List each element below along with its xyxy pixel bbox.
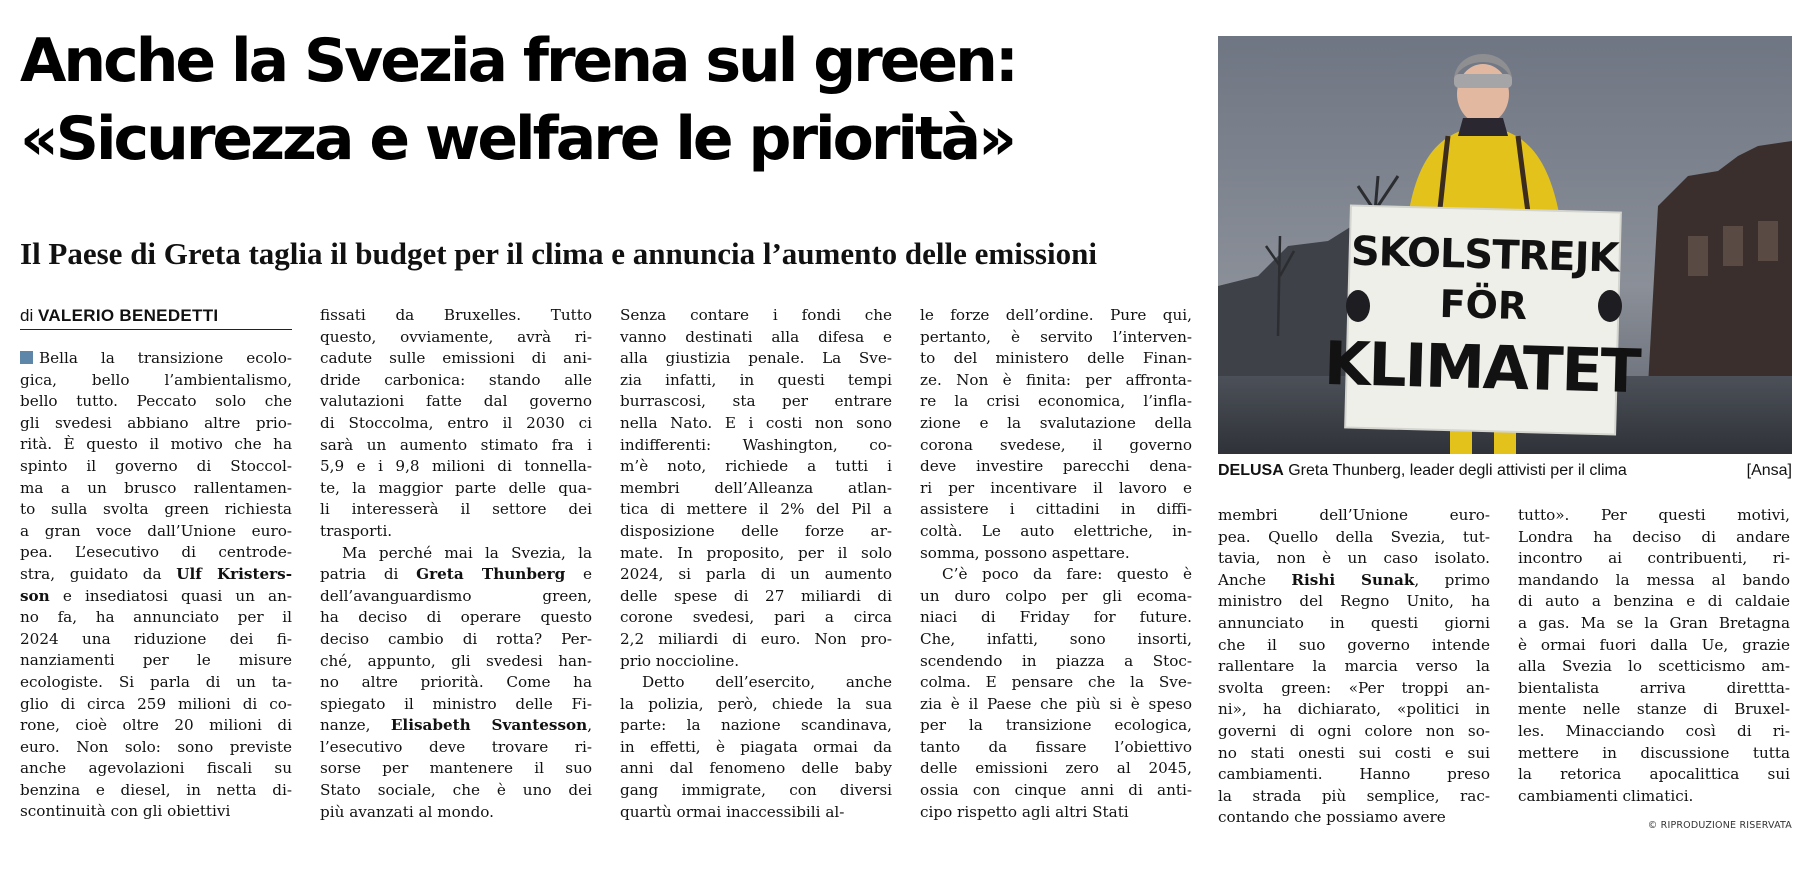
article-line: te, la maggior parte delle qua-	[320, 478, 592, 497]
byline	[20, 305, 292, 330]
article-line: nanziamenti per le misure	[20, 651, 292, 670]
article-line: ma a un brusco rallentamen-	[20, 478, 292, 497]
article-line: cambiamenti climatici.	[1518, 786, 1694, 805]
article-column-4	[920, 305, 1192, 823]
article-line: pea. L’esecutivo di centrode-	[20, 543, 292, 562]
article-line: Detto dell’esercito, anche	[642, 673, 892, 692]
article-line: ministro del Regno Unito, ha	[1218, 592, 1490, 611]
caption-label: DELUSA	[1218, 462, 1284, 479]
caption-text: Greta Thunberg, leader degli attivisti per il clima	[1288, 462, 1627, 479]
article-line: Stato sociale, che è uno dei	[320, 781, 592, 800]
article-line: tutto». Per questi motivi,	[1518, 506, 1790, 524]
article-line: governi di ogni colore non so-	[1218, 721, 1490, 740]
article-line: ze. Non è finita: per affronta-	[920, 370, 1192, 389]
article-line: scendendo in piazza a Stoc-	[920, 651, 1192, 670]
article-line: deciso cambio di rotta? Per-	[320, 629, 592, 648]
headline	[20, 22, 1210, 178]
article-line: Senza contare i fondi che	[620, 306, 892, 324]
article-line: nanze, Elisabeth Svantesson,	[320, 716, 593, 735]
article-line: mente nelle stanze di Bruxel-	[1518, 700, 1790, 719]
article-line: les. Minacciando così di ri-	[1518, 721, 1790, 740]
article-line: la polizia, però, chiede la sua	[620, 694, 892, 713]
article-line: delle spese di 27 miliardi di	[620, 586, 892, 605]
article-line: questo, ovviamente, avrà ri-	[320, 327, 592, 346]
article-line: glio di circa 259 milioni di co-	[20, 694, 292, 713]
sign-text-line-2: FÖR	[1439, 281, 1528, 329]
article-line: no fa, ha annunciato per il	[20, 608, 292, 627]
article-line: bello tutto. Peccato solo che	[20, 392, 292, 411]
article-line: Che, infatti, sono insorti,	[920, 629, 1192, 648]
article-line: le forze dell’ordine. Pure qui,	[920, 306, 1192, 324]
sign-text-line-3: KLIMATET	[1323, 328, 1641, 408]
article-line: gang immigrate, con diversi	[620, 781, 892, 800]
article-column-1	[20, 348, 292, 823]
article-line: scontinuità con gli obiettivi	[20, 802, 231, 821]
article-line: quartù ormai inaccessibili al-	[620, 802, 845, 821]
article-line: zione e la svalutazione della	[920, 413, 1192, 432]
article-line: membri dell’Unione euro-	[1218, 506, 1490, 524]
article-line: mettere in discussione tutta	[1518, 743, 1790, 762]
article-line: svolta green: «Per troppi an-	[1218, 678, 1490, 697]
article-line: re la crisi economica, l’infla-	[920, 392, 1192, 411]
article-line: zia infatti, in questi tempi	[620, 370, 892, 389]
headline-line-2: «Sicurezza e welfare le priorità»	[20, 104, 1014, 174]
article-line: 2024 una riduzione dei fi-	[20, 629, 292, 648]
article-line: somma, possono aspettare.	[920, 543, 1130, 562]
article-line: disposizione delle forze ar-	[620, 521, 892, 540]
article-line: anni dal fenomeno delle baby	[620, 759, 892, 778]
sign-text-line-1: SKOLSTREJK	[1350, 228, 1620, 282]
article-line: ha deciso di operare questo	[320, 608, 592, 627]
article-line: di auto a benzina e di caldaie	[1518, 592, 1790, 611]
article-line: tanto da fissare l’obiettivo	[920, 737, 1192, 756]
article-line: Anche Rishi Sunak, primo	[1218, 570, 1490, 589]
article-line: ri per incentivare il lavoro e	[920, 478, 1192, 497]
article-line: m’è noto, richiede a tutti i	[620, 457, 892, 476]
article-column-6	[1518, 505, 1790, 807]
article-start-marker	[20, 351, 33, 364]
article-line: vanno destinati alla difesa e	[620, 327, 892, 346]
article-line: 2024, si parla di un aumento	[620, 565, 892, 584]
article-line: membri dell’Alleanza atlan-	[620, 478, 892, 497]
article-line: sorse per mantenere il suo	[320, 759, 592, 778]
article-line: Bella la transizione ecolo-	[20, 348, 292, 370]
article-line: parte: la nazione scandinava,	[620, 716, 892, 735]
article-line: a gas. Ma se la Gran Bretagna	[1518, 613, 1790, 632]
article-line: alla Svezia lo scetticismo am-	[1518, 657, 1790, 676]
article-line: bientalista arriva direttta-	[1518, 678, 1790, 697]
subheadline: Il Paese di Greta taglia il budget per il clima e annuncia l’aumento delle emissioni	[20, 236, 1097, 271]
article-line: un duro colpo per gli ecoma-	[920, 586, 1192, 605]
article-line: gica, bello l’ambientalismo,	[20, 370, 292, 389]
article-line: to del ministero delle Finan-	[920, 349, 1192, 368]
article-line: di Stoccolma, entro il 2030 ci	[320, 413, 592, 432]
article-line: coltà. Le auto elettriche, in-	[920, 521, 1192, 540]
article-line: no stati onesti sui costi e sui	[1218, 743, 1490, 762]
article-line: patria di Greta Thunberg e	[320, 565, 592, 584]
article-line: sarà un aumento stimato fra i	[320, 435, 592, 454]
copyright-notice: © RIPRODUZIONE RISERVATA	[1647, 820, 1792, 831]
article-line: contando che possiamo avere	[1218, 808, 1446, 827]
byline-prefix: di	[20, 306, 34, 325]
article-line: fissati da Bruxelles. Tutto	[320, 306, 592, 324]
article-line: 5,9 e i 9,8 milioni di tonnella-	[320, 457, 592, 476]
photo-credit: [Ansa]	[1746, 462, 1792, 479]
article-line: trasporti.	[320, 521, 393, 540]
article-line: pea. Quello della Svezia, tut-	[1218, 527, 1490, 546]
article-line: prio noccioline.	[620, 651, 740, 670]
article-line: Londra ha deciso di andare	[1518, 527, 1790, 546]
article-column-5	[1218, 505, 1490, 829]
article-line: stra, guidato da Ulf Kristers-	[20, 564, 293, 583]
article-line: niaci di Friday for future.	[920, 608, 1192, 627]
article-photo	[1218, 36, 1792, 454]
article-line: è ormai fuori dalla Ue, grazie	[1518, 635, 1790, 654]
article-line: incontro ai contribuenti, ri-	[1518, 549, 1790, 568]
article-line: valutazioni fatte dal governo	[320, 392, 592, 411]
article-column-3	[620, 305, 892, 823]
article-line: anche agevolazioni fiscali su	[20, 759, 292, 778]
article-line: delle emissioni zero al 2045,	[920, 759, 1192, 778]
article-line: tica di mettere il 2% del Pil a	[620, 500, 892, 519]
article-line: C’è poco da fare: questo è	[942, 565, 1192, 584]
article-line: che il suo governo intende	[1218, 635, 1490, 654]
headline-line-1: Anche la Svezia frena sul green:	[20, 26, 1016, 96]
article-line: nella Nato. E i costi non sono	[620, 413, 892, 432]
article-column-2	[320, 305, 592, 823]
article-line: corone svedesi, pari a circa	[620, 608, 892, 627]
article-line: in effetti, è piagata ormai da	[620, 737, 892, 756]
article-line: ni», ha dichiarato, «politici in	[1218, 700, 1490, 719]
article-line: gli svedesi abbiano altre prio-	[20, 413, 292, 432]
photo-caption	[1218, 460, 1792, 482]
article-line: benzina e diesel, in netta di-	[20, 780, 292, 799]
article-line: annunciato in questi giorni	[1218, 613, 1490, 632]
article-line: colma. E pensare che la Sve-	[920, 673, 1192, 692]
article-line: deve investire parecchi dena-	[920, 457, 1192, 476]
article-line: per la transizione ecologica,	[920, 716, 1192, 735]
article-line: a gran voce dall’Unione euro-	[20, 521, 292, 540]
article-line: ecologiste. Si parla di un ta-	[20, 672, 292, 691]
article-line: tavia, non è un caso isolato.	[1218, 549, 1490, 568]
article-line: burrascosi, sta per entrare	[620, 392, 892, 411]
article-line: ché, appunto, gli svedesi han-	[320, 651, 592, 670]
article-line: cadute sulle emissioni di ani-	[320, 349, 592, 368]
article-line: 2,2 miliardi di euro. Non pro-	[620, 629, 892, 648]
article-line: corona svedese, il governo	[920, 435, 1192, 454]
article-line: cipo rispetto agli altri Stati	[920, 802, 1129, 821]
photo-illustration	[1218, 36, 1792, 454]
article-line: spinto il governo di Stoccol-	[20, 456, 292, 475]
byline-author: VALERIO BENEDETTI	[37, 306, 219, 325]
article-line: son e insediatosi quasi un an-	[20, 586, 292, 605]
article-line: rità. È questo il motivo che ha	[20, 435, 292, 454]
article-line: li interesserà il settore dei	[320, 500, 592, 519]
article-line: euro. Non solo: sono previste	[20, 737, 292, 756]
article-line: zia è il Paese che più si è speso	[920, 694, 1192, 713]
article-line: la strada più semplice, rac-	[1218, 786, 1490, 805]
article-line: spiegato il ministro delle Fi-	[320, 694, 592, 713]
article-line: Ma perché mai la Svezia, la	[342, 543, 592, 562]
article-line: la retorica apocalittica sui	[1518, 765, 1790, 784]
article-line: no altre priorità. Come ha	[320, 673, 592, 692]
article-line: to sulla svolta green richiesta	[20, 500, 292, 519]
article-line: ossia con cinque anni di anti-	[920, 781, 1192, 800]
article-line: alla giustizia penale. La Sve-	[620, 349, 892, 368]
article-line: mate. In proposito, per il solo	[620, 543, 892, 562]
article-line: rallentare la marcia verso la	[1218, 657, 1490, 676]
article-line: pertanto, è servito l’interven-	[920, 327, 1192, 346]
article-line: più avanzati al mondo.	[320, 802, 494, 821]
article-line: indifferenti: Washington, co-	[620, 435, 892, 454]
article-line: assistere i cittadini in diffi-	[920, 500, 1192, 519]
article-line: dell’avanguardismo green,	[320, 586, 592, 605]
article-line: cambiamenti. Hanno preso	[1218, 765, 1490, 784]
article-line: dride carbonica: stando alle	[320, 370, 592, 389]
article-line: rone, cioè oltre 20 milioni di	[20, 716, 292, 735]
article-line: l’esecutivo deve trovare ri-	[320, 737, 592, 756]
article-line: mandando la messa al bando	[1518, 570, 1790, 589]
